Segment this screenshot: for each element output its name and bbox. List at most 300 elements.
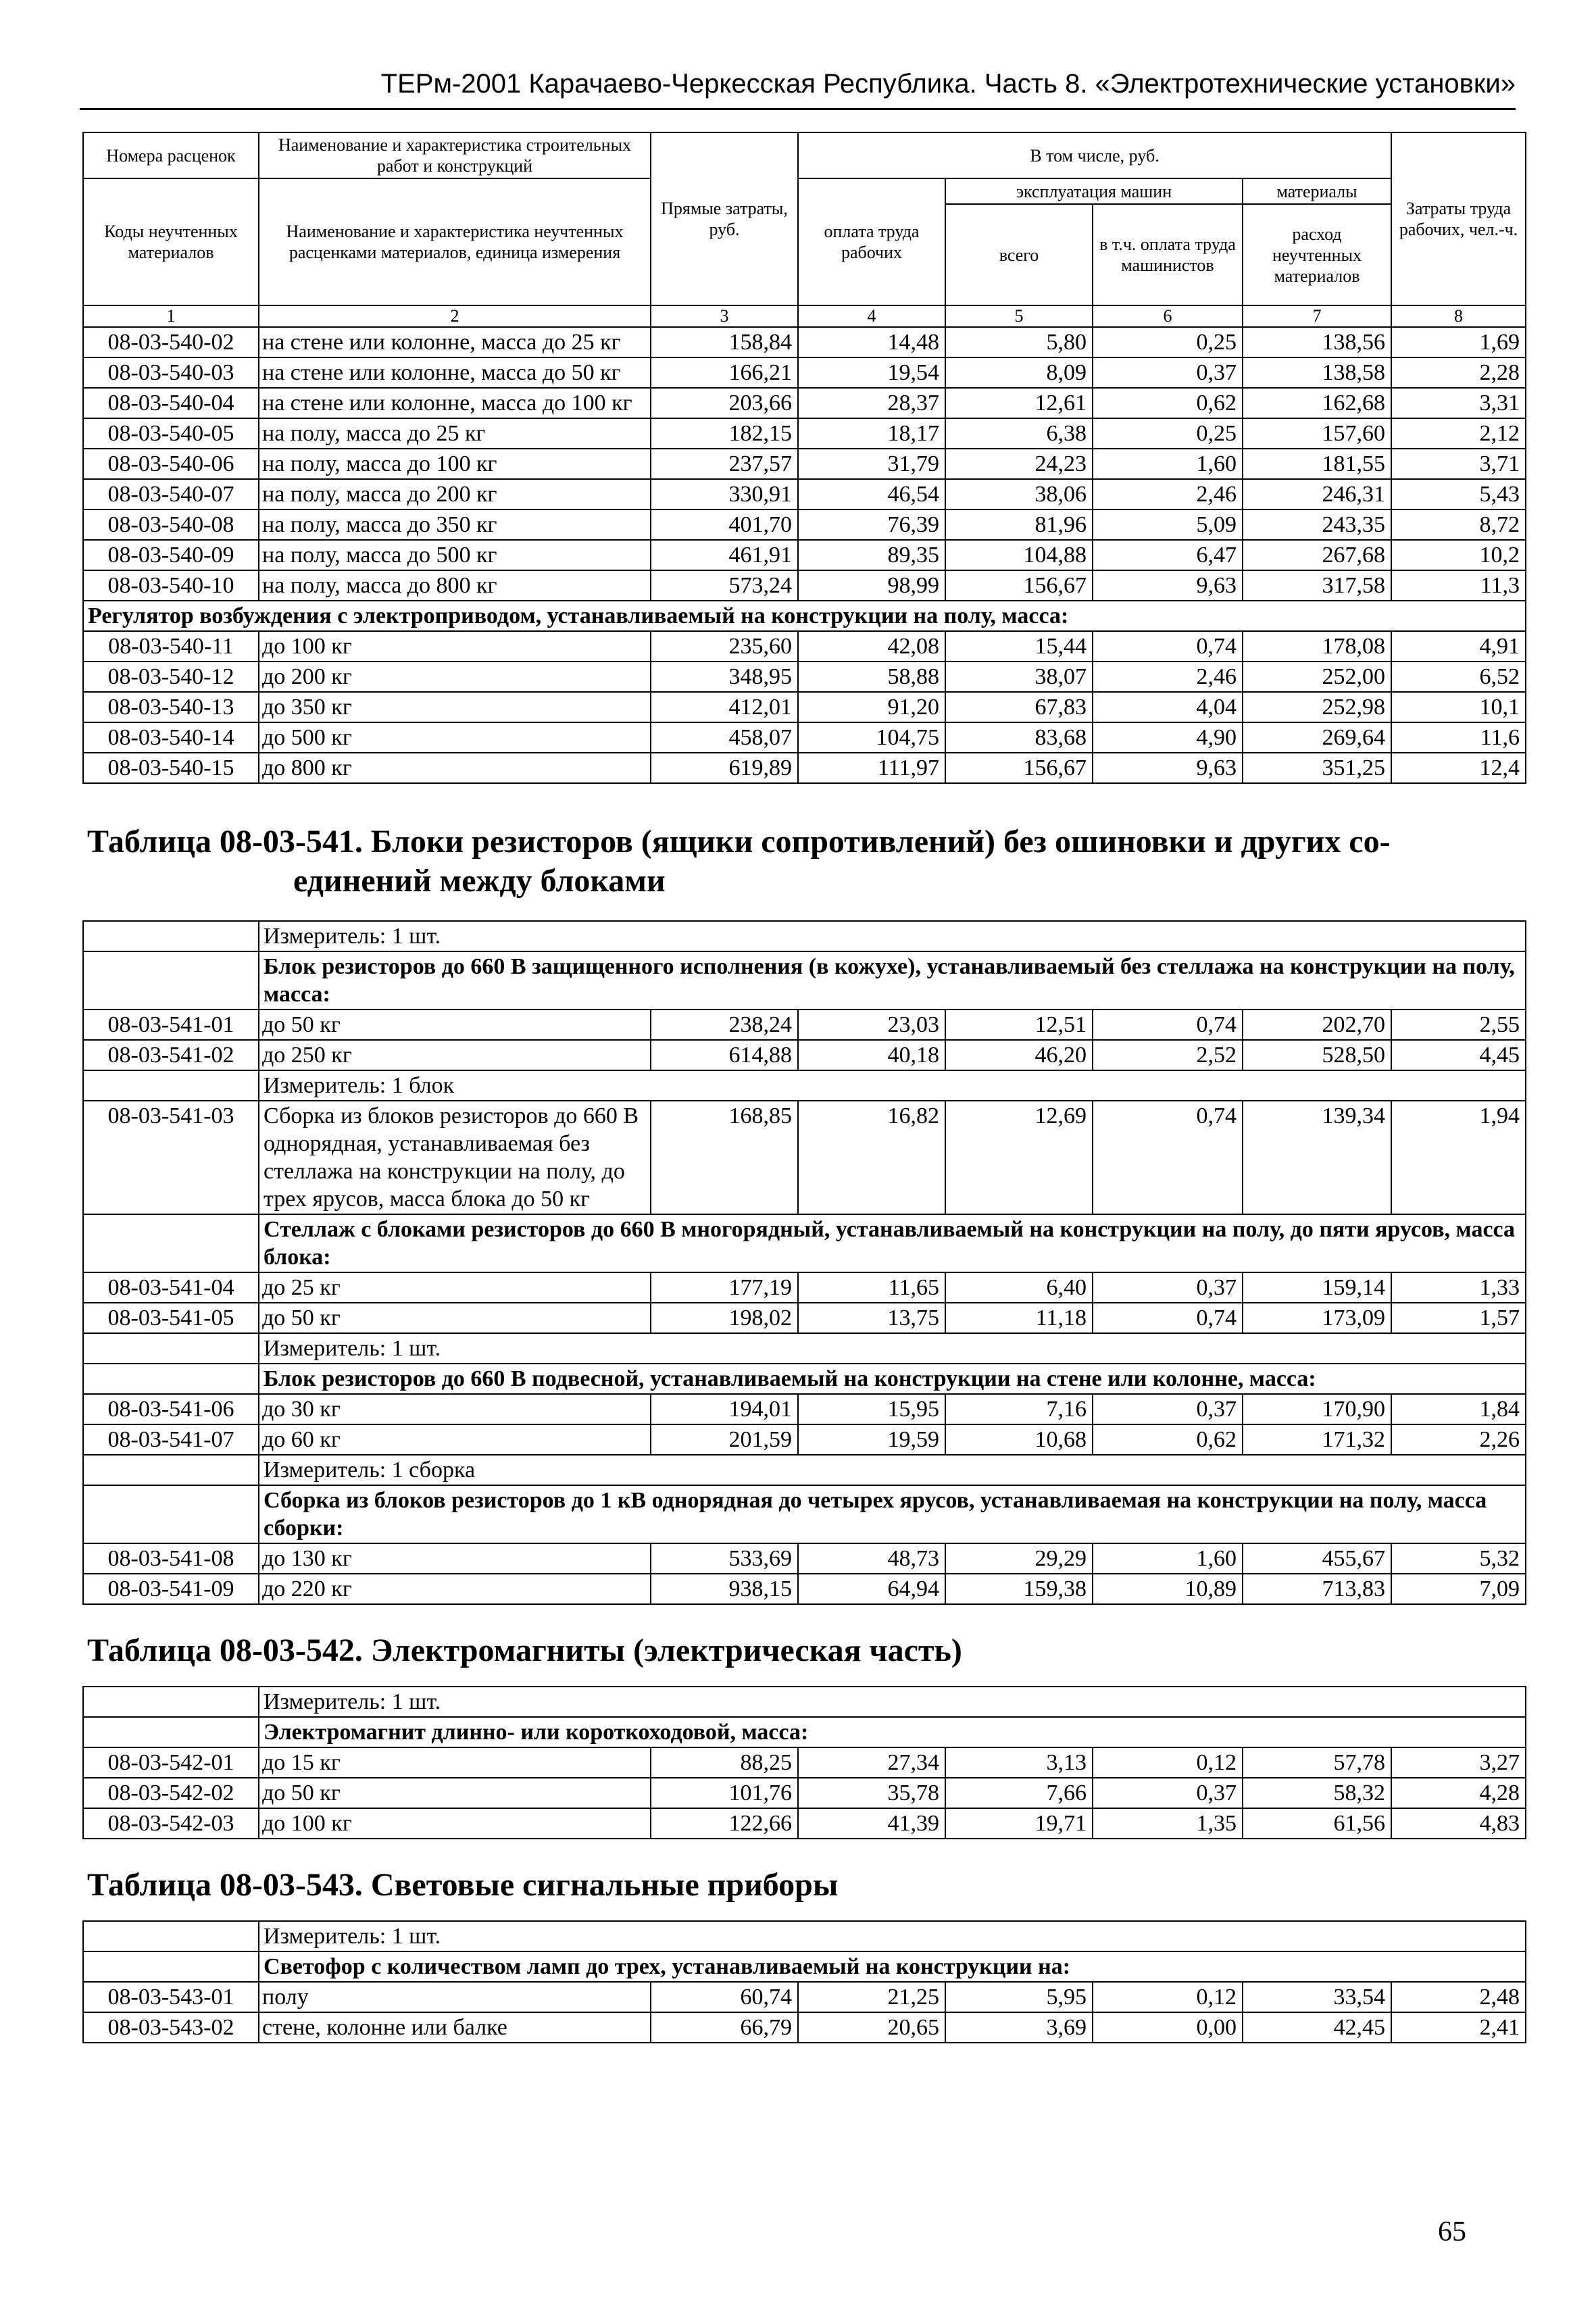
machinist-wage: 0,74 xyxy=(1093,631,1243,662)
rate-code: 08-03-541-05 xyxy=(83,1303,259,1333)
wage-cost: 19,54 xyxy=(798,357,945,388)
measure-unit: Измеритель: 1 шт. xyxy=(259,921,1526,951)
direct-cost: 614,88 xyxy=(651,1040,798,1070)
machinist-wage: 9,63 xyxy=(1093,753,1243,783)
machines-cost: 83,68 xyxy=(945,722,1093,753)
rate-description: на стене или колонне, масса до 100 кг xyxy=(259,388,651,418)
labor-hours: 1,33 xyxy=(1391,1272,1526,1303)
labor-hours: 2,48 xyxy=(1391,1982,1526,2012)
wage-cost: 16,82 xyxy=(798,1101,945,1214)
wage-cost: 20,65 xyxy=(798,2012,945,2043)
machines-cost: 67,83 xyxy=(945,692,1093,722)
blank-cell xyxy=(83,1485,259,1543)
machines-cost: 19,71 xyxy=(945,1808,1093,1839)
table-row xyxy=(83,692,1526,722)
machinist-wage: 0,12 xyxy=(1093,1982,1243,2012)
machines-cost: 46,20 xyxy=(945,1040,1093,1070)
blank-cell xyxy=(83,951,259,1010)
machinist-wage: 2,46 xyxy=(1093,662,1243,692)
table-row xyxy=(83,1394,1526,1424)
direct-cost: 237,57 xyxy=(651,449,798,479)
rate-code: 08-03-541-04 xyxy=(83,1272,259,1303)
direct-cost: 66,79 xyxy=(651,2012,798,2043)
labor-hours: 4,45 xyxy=(1391,1040,1526,1070)
table-row xyxy=(83,449,1526,479)
wage-cost: 35,78 xyxy=(798,1778,945,1808)
rate-code: 08-03-540-05 xyxy=(83,418,259,449)
machines-cost: 15,44 xyxy=(945,631,1093,662)
machinist-wage: 0,12 xyxy=(1093,1747,1243,1778)
materials-cost: 317,58 xyxy=(1243,570,1391,601)
direct-cost: 348,95 xyxy=(651,662,798,692)
materials-cost: 33,54 xyxy=(1243,1982,1391,2012)
machines-cost: 81,96 xyxy=(945,509,1093,540)
machinist-wage: 10,89 xyxy=(1093,1574,1243,1604)
col-head-wage: оплата труда рабочих xyxy=(798,178,945,305)
table-row xyxy=(83,1574,1526,1604)
measure-unit: Измеритель: 1 блок xyxy=(259,1070,1526,1101)
blank-cell xyxy=(83,1364,259,1394)
rate-code: 08-03-543-01 xyxy=(83,1982,259,2012)
direct-cost: 201,59 xyxy=(651,1424,798,1455)
rate-code: 08-03-540-07 xyxy=(83,479,259,509)
table-row xyxy=(83,753,1526,783)
blank-cell xyxy=(83,1070,259,1101)
labor-hours: 2,41 xyxy=(1391,2012,1526,2043)
table-row xyxy=(83,1010,1526,1040)
materials-cost: 202,70 xyxy=(1243,1010,1391,1040)
table-row xyxy=(83,570,1526,601)
rate-description: до 500 кг xyxy=(259,722,651,753)
wage-cost: 19,59 xyxy=(798,1424,945,1455)
wage-cost: 46,54 xyxy=(798,479,945,509)
col-head-machinist-wage: в т.ч. оплата труда машинистов xyxy=(1093,204,1243,305)
table-title: Таблица 08-03-542. Электромагниты (электрическая часть) xyxy=(87,1633,962,1668)
machinist-wage: 0,37 xyxy=(1093,1778,1243,1808)
header-rule xyxy=(80,108,1516,110)
machines-cost: 10,68 xyxy=(945,1424,1093,1455)
materials-cost: 42,45 xyxy=(1243,2012,1391,2043)
machinist-wage: 0,00 xyxy=(1093,2012,1243,2043)
machines-cost: 12,61 xyxy=(945,388,1093,418)
table-row xyxy=(83,1747,1526,1778)
table-row xyxy=(83,388,1526,418)
machines-cost: 38,06 xyxy=(945,479,1093,509)
rate-description: до 200 кг xyxy=(259,662,651,692)
direct-cost: 198,02 xyxy=(651,1303,798,1333)
wage-cost: 104,75 xyxy=(798,722,945,753)
direct-cost: 88,25 xyxy=(651,1747,798,1778)
wage-cost: 48,73 xyxy=(798,1543,945,1574)
labor-hours: 7,09 xyxy=(1391,1574,1526,1604)
labor-hours: 1,84 xyxy=(1391,1394,1526,1424)
materials-cost: 243,35 xyxy=(1243,509,1391,540)
measure-unit: Измеритель: 1 сборка xyxy=(259,1455,1526,1485)
col-index: 4 xyxy=(798,305,945,327)
col-head-machines-total: всего xyxy=(945,204,1093,305)
table-row xyxy=(83,1543,1526,1574)
group-header: Регулятор возбуждения с электроприводом, устанавливаемый на конструкции на полу, масса: xyxy=(83,601,1526,631)
rate-code: 08-03-540-06 xyxy=(83,449,259,479)
wage-cost: 98,99 xyxy=(798,570,945,601)
running-header: ТЕРм-2001 Карачаево-Черкесская Республика. Часть 8. «Электротехнические установки» xyxy=(380,69,1516,99)
machines-cost: 11,18 xyxy=(945,1303,1093,1333)
col-index: 5 xyxy=(945,305,1093,327)
rate-description: на стене или колонне, масса до 25 кг xyxy=(259,327,651,357)
rate-description: до 130 кг xyxy=(259,1543,651,1574)
blank-cell xyxy=(83,921,259,951)
direct-cost: 60,74 xyxy=(651,1982,798,2012)
col-head-direct: Прямые затраты, руб. xyxy=(651,132,798,305)
machinist-wage: 6,47 xyxy=(1093,540,1243,570)
direct-cost: 203,66 xyxy=(651,388,798,418)
labor-hours: 3,31 xyxy=(1391,388,1526,418)
machinist-wage: 5,09 xyxy=(1093,509,1243,540)
group-header: Блок резисторов до 660 В защищенного исполнения (в кожухе), устанавливаемый без стеллажа на конструкции на полу, масса: xyxy=(259,951,1526,1010)
direct-cost: 458,07 xyxy=(651,722,798,753)
blank-cell xyxy=(83,1687,259,1717)
materials-cost: 139,34 xyxy=(1243,1101,1391,1214)
machines-cost: 5,80 xyxy=(945,327,1093,357)
blank-cell xyxy=(83,1455,259,1485)
measure-unit: Измеритель: 1 шт. xyxy=(259,1333,1526,1364)
table-row xyxy=(83,509,1526,540)
rate-code: 08-03-542-03 xyxy=(83,1808,259,1839)
direct-cost: 573,24 xyxy=(651,570,798,601)
labor-hours: 3,27 xyxy=(1391,1747,1526,1778)
machines-cost: 6,40 xyxy=(945,1272,1093,1303)
materials-cost: 58,32 xyxy=(1243,1778,1391,1808)
table-row xyxy=(83,1982,1526,2012)
table-row xyxy=(83,418,1526,449)
col-index: 8 xyxy=(1391,305,1526,327)
table-title-continued-text: единений между блоками xyxy=(293,863,666,899)
col-head-name: Наименование и характеристика строительных работ и конструкций xyxy=(259,132,651,178)
machines-cost: 12,51 xyxy=(945,1010,1093,1040)
wage-cost: 23,03 xyxy=(798,1010,945,1040)
rate-description: на полу, масса до 800 кг xyxy=(259,570,651,601)
wage-cost: 42,08 xyxy=(798,631,945,662)
rate-description: до 350 кг xyxy=(259,692,651,722)
wage-cost: 13,75 xyxy=(798,1303,945,1333)
machines-cost: 156,67 xyxy=(945,753,1093,783)
machines-cost: 8,09 xyxy=(945,357,1093,388)
labor-hours: 1,69 xyxy=(1391,327,1526,357)
labor-hours: 2,12 xyxy=(1391,418,1526,449)
machinist-wage: 1,60 xyxy=(1093,449,1243,479)
col-head-incl: В том числе, руб. xyxy=(798,132,1391,178)
table-row xyxy=(83,479,1526,509)
machinist-wage: 0,37 xyxy=(1093,1272,1243,1303)
direct-cost: 166,21 xyxy=(651,357,798,388)
materials-cost: 267,68 xyxy=(1243,540,1391,570)
rate-description: до 100 кг xyxy=(259,1808,651,1839)
rate-code: 08-03-541-02 xyxy=(83,1040,259,1070)
table-row xyxy=(83,327,1526,357)
blank-cell xyxy=(83,1717,259,1747)
machinist-wage: 0,62 xyxy=(1093,388,1243,418)
labor-hours: 2,28 xyxy=(1391,357,1526,388)
direct-cost: 168,85 xyxy=(651,1101,798,1214)
machines-cost: 38,07 xyxy=(945,662,1093,692)
materials-cost: 351,25 xyxy=(1243,753,1391,783)
col-index: 7 xyxy=(1243,305,1391,327)
rate-description: до 15 кг xyxy=(259,1747,651,1778)
materials-cost: 252,98 xyxy=(1243,692,1391,722)
rate-description: на полу, масса до 25 кг xyxy=(259,418,651,449)
table-row xyxy=(83,357,1526,388)
blank-cell xyxy=(83,1951,259,1982)
wage-cost: 27,34 xyxy=(798,1747,945,1778)
rate-description: полу xyxy=(259,1982,651,2012)
labor-hours: 1,57 xyxy=(1391,1303,1526,1333)
rate-description: на полу, масса до 500 кг xyxy=(259,540,651,570)
materials-cost: 455,67 xyxy=(1243,1543,1391,1574)
materials-cost: 246,31 xyxy=(1243,479,1391,509)
machinist-wage: 0,37 xyxy=(1093,357,1243,388)
direct-cost: 401,70 xyxy=(651,509,798,540)
col-head-code-materials: Коды неучтенных материалов xyxy=(83,178,259,305)
machinist-wage: 9,63 xyxy=(1093,570,1243,601)
col-head-materials-use: расход неучтенных материалов xyxy=(1243,204,1391,305)
rate-code: 08-03-540-12 xyxy=(83,662,259,692)
rate-code: 08-03-543-02 xyxy=(83,2012,259,2043)
wage-cost: 11,65 xyxy=(798,1272,945,1303)
machines-cost: 7,16 xyxy=(945,1394,1093,1424)
materials-cost: 171,32 xyxy=(1243,1424,1391,1455)
table-row xyxy=(83,631,1526,662)
wage-cost: 64,94 xyxy=(798,1574,945,1604)
blank-cell xyxy=(83,1214,259,1272)
price-table xyxy=(82,132,1526,2043)
wage-cost: 18,17 xyxy=(798,418,945,449)
rate-code: 08-03-540-08 xyxy=(83,509,259,540)
machinist-wage: 1,35 xyxy=(1093,1808,1243,1839)
machinist-wage: 0,62 xyxy=(1093,1424,1243,1455)
rate-description: до 220 кг xyxy=(259,1574,651,1604)
materials-cost: 178,08 xyxy=(1243,631,1391,662)
wage-cost: 28,37 xyxy=(798,388,945,418)
machines-cost: 3,13 xyxy=(945,1747,1093,1778)
table-row xyxy=(83,1424,1526,1455)
table-row xyxy=(83,1272,1526,1303)
materials-cost: 138,56 xyxy=(1243,327,1391,357)
materials-cost: 170,90 xyxy=(1243,1394,1391,1424)
wage-cost: 31,79 xyxy=(798,449,945,479)
materials-cost: 181,55 xyxy=(1243,449,1391,479)
labor-hours: 8,72 xyxy=(1391,509,1526,540)
materials-cost: 713,83 xyxy=(1243,1574,1391,1604)
direct-cost: 235,60 xyxy=(651,631,798,662)
group-header: Блок резисторов до 660 В подвесной, устанавливаемый на конструкции на стене или колонне, масса: xyxy=(259,1364,1526,1394)
direct-cost: 533,69 xyxy=(651,1543,798,1574)
machinist-wage: 0,25 xyxy=(1093,327,1243,357)
col-head-machines: эксплуатация машин xyxy=(945,178,1243,204)
labor-hours: 3,71 xyxy=(1391,449,1526,479)
machines-cost: 5,95 xyxy=(945,1982,1093,2012)
rate-description: на полу, масса до 200 кг xyxy=(259,479,651,509)
labor-hours: 2,55 xyxy=(1391,1010,1526,1040)
group-header: Сборка из блоков резисторов до 1 кВ однорядная до четырех ярусов, устанавливаемая на конструкции на полу, масса сборки: xyxy=(259,1485,1526,1543)
machines-cost: 156,67 xyxy=(945,570,1093,601)
machinist-wage: 0,25 xyxy=(1093,418,1243,449)
direct-cost: 330,91 xyxy=(651,479,798,509)
rate-code: 08-03-541-07 xyxy=(83,1424,259,1455)
rate-description: до 50 кг xyxy=(259,1778,651,1808)
direct-cost: 101,76 xyxy=(651,1778,798,1808)
machines-cost: 29,29 xyxy=(945,1543,1093,1574)
spacer xyxy=(83,783,1526,822)
wage-cost: 41,39 xyxy=(798,1808,945,1839)
rate-code: 08-03-540-04 xyxy=(83,388,259,418)
machinist-wage: 4,04 xyxy=(1093,692,1243,722)
group-header: Стеллаж с блоками резисторов до 660 В многорядный, устанавливаемый на конструкции на полу, до пяти ярусов, масса блока: xyxy=(259,1214,1526,1272)
col-index: 3 xyxy=(651,305,798,327)
table-row xyxy=(83,1040,1526,1070)
page-number: 65 xyxy=(1438,2216,1466,2247)
table-row xyxy=(83,662,1526,692)
table-row xyxy=(83,1808,1526,1839)
direct-cost: 177,19 xyxy=(651,1272,798,1303)
spacer xyxy=(83,1905,1526,1921)
materials-cost: 162,68 xyxy=(1243,388,1391,418)
direct-cost: 238,24 xyxy=(651,1010,798,1040)
direct-cost: 158,84 xyxy=(651,327,798,357)
materials-cost: 61,56 xyxy=(1243,1808,1391,1839)
col-head-code: Номера расценок xyxy=(83,132,259,178)
col-head-name-materials: Наименование и характеристика неучтенных расценками материалов, единица измерения xyxy=(259,178,651,305)
wage-cost: 15,95 xyxy=(798,1394,945,1424)
wage-cost: 91,20 xyxy=(798,692,945,722)
machinist-wage: 2,46 xyxy=(1093,479,1243,509)
labor-hours: 10,2 xyxy=(1391,540,1526,570)
rate-code: 08-03-540-03 xyxy=(83,357,259,388)
materials-cost: 173,09 xyxy=(1243,1303,1391,1333)
table-title-continued xyxy=(83,862,1526,901)
labor-hours: 4,91 xyxy=(1391,631,1526,662)
rate-code: 08-03-540-15 xyxy=(83,753,259,783)
rate-code: 08-03-541-01 xyxy=(83,1010,259,1040)
labor-hours: 4,28 xyxy=(1391,1778,1526,1808)
col-head-materials: материалы xyxy=(1243,178,1391,204)
materials-cost: 57,78 xyxy=(1243,1747,1391,1778)
rate-code: 08-03-541-03 xyxy=(83,1101,259,1214)
wage-cost: 76,39 xyxy=(798,509,945,540)
table-row xyxy=(83,540,1526,570)
col-index: 6 xyxy=(1093,305,1243,327)
wage-cost: 58,88 xyxy=(798,662,945,692)
rate-code: 08-03-540-13 xyxy=(83,692,259,722)
rate-description: до 60 кг xyxy=(259,1424,651,1455)
labor-hours: 6,52 xyxy=(1391,662,1526,692)
rate-code: 08-03-541-06 xyxy=(83,1394,259,1424)
materials-cost: 269,64 xyxy=(1243,722,1391,753)
spacer xyxy=(83,901,1526,921)
table-row xyxy=(83,1303,1526,1333)
table-row xyxy=(83,2012,1526,2043)
rate-code: 08-03-540-09 xyxy=(83,540,259,570)
labor-hours: 12,4 xyxy=(1391,753,1526,783)
wage-cost: 14,48 xyxy=(798,327,945,357)
machinist-wage: 0,37 xyxy=(1093,1394,1243,1424)
rate-code: 08-03-541-08 xyxy=(83,1543,259,1574)
materials-cost: 159,14 xyxy=(1243,1272,1391,1303)
machines-cost: 104,88 xyxy=(945,540,1093,570)
direct-cost: 938,15 xyxy=(651,1574,798,1604)
machinist-wage: 4,90 xyxy=(1093,722,1243,753)
rate-description: на полу, масса до 100 кг xyxy=(259,449,651,479)
labor-hours: 5,43 xyxy=(1391,479,1526,509)
rate-code: 08-03-540-10 xyxy=(83,570,259,601)
machines-cost: 24,23 xyxy=(945,449,1093,479)
direct-cost: 122,66 xyxy=(651,1808,798,1839)
machinist-wage: 0,74 xyxy=(1093,1303,1243,1333)
rate-code: 08-03-540-11 xyxy=(83,631,259,662)
rate-code: 08-03-542-02 xyxy=(83,1778,259,1808)
rate-code: 08-03-540-14 xyxy=(83,722,259,753)
table-title: Таблица 08-03-541. Блоки резисторов (ящики сопротивлений) без ошиновки и других со- xyxy=(87,824,1391,860)
labor-hours: 5,32 xyxy=(1391,1543,1526,1574)
rate-description: до 100 кг xyxy=(259,631,651,662)
labor-hours: 11,6 xyxy=(1391,722,1526,753)
labor-hours: 10,1 xyxy=(1391,692,1526,722)
blank-cell xyxy=(83,1921,259,1951)
blank-cell xyxy=(83,1333,259,1364)
machines-cost: 3,69 xyxy=(945,2012,1093,2043)
machinist-wage: 2,52 xyxy=(1093,1040,1243,1070)
spacer xyxy=(83,1670,1526,1687)
spacer xyxy=(83,1839,1526,1866)
labor-hours: 2,26 xyxy=(1391,1424,1526,1455)
rate-description: до 25 кг xyxy=(259,1272,651,1303)
spacer xyxy=(83,1604,1526,1631)
table-row xyxy=(83,722,1526,753)
wage-cost: 40,18 xyxy=(798,1040,945,1070)
wage-cost: 21,25 xyxy=(798,1982,945,2012)
materials-cost: 138,58 xyxy=(1243,357,1391,388)
machinist-wage: 1,60 xyxy=(1093,1543,1243,1574)
rate-description: до 30 кг xyxy=(259,1394,651,1424)
machinist-wage: 0,74 xyxy=(1093,1101,1243,1214)
table-row xyxy=(83,1101,1526,1214)
machines-cost: 12,69 xyxy=(945,1101,1093,1214)
labor-hours: 1,94 xyxy=(1391,1101,1526,1214)
rate-description: на стене или колонне, масса до 50 кг xyxy=(259,357,651,388)
direct-cost: 619,89 xyxy=(651,753,798,783)
labor-hours: 11,3 xyxy=(1391,570,1526,601)
direct-cost: 182,15 xyxy=(651,418,798,449)
group-header: Электромагнит длинно- или короткоходовой, масса: xyxy=(259,1717,1526,1747)
rate-code: 08-03-541-09 xyxy=(83,1574,259,1604)
rate-description: Сборка из блоков резисторов до 660 В однорядная, устанавливаемая без стеллажа на конструкции на полу, до трех ярусов, масса блока до 50 кг xyxy=(259,1101,651,1214)
rate-description: до 800 кг xyxy=(259,753,651,783)
direct-cost: 461,91 xyxy=(651,540,798,570)
wage-cost: 111,97 xyxy=(798,753,945,783)
wage-cost: 89,35 xyxy=(798,540,945,570)
machines-cost: 6,38 xyxy=(945,418,1093,449)
rate-code: 08-03-542-01 xyxy=(83,1747,259,1778)
price-table-body xyxy=(83,132,1526,2043)
rate-description: до 50 кг xyxy=(259,1303,651,1333)
rate-code: 08-03-540-02 xyxy=(83,327,259,357)
col-index: 2 xyxy=(259,305,651,327)
col-index: 1 xyxy=(83,305,259,327)
measure-unit: Измеритель: 1 шт. xyxy=(259,1921,1526,1951)
rate-description: стене, колонне или балке xyxy=(259,2012,651,2043)
materials-cost: 157,60 xyxy=(1243,418,1391,449)
machines-cost: 7,66 xyxy=(945,1778,1093,1808)
machinist-wage: 0,74 xyxy=(1093,1010,1243,1040)
